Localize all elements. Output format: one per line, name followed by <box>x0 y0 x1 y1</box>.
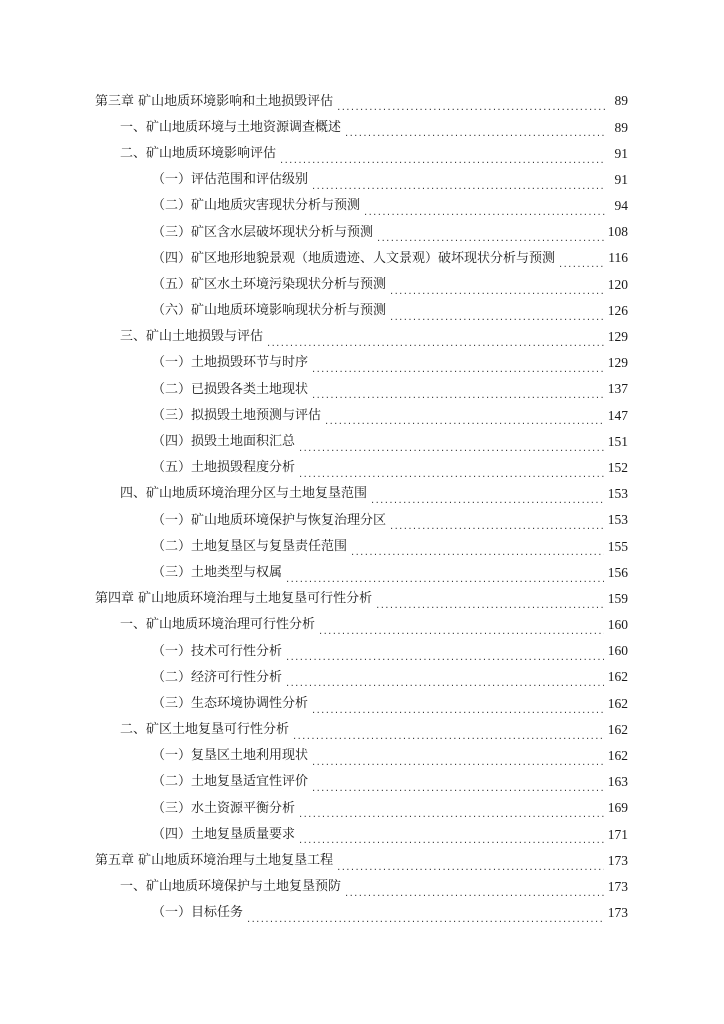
toc-entry-page-number: 120 <box>607 276 628 292</box>
dot-leader <box>286 573 604 586</box>
toc-entry[interactable] <box>0 900 724 926</box>
toc-entry-title: 第四章 矿山地质环境治理与土地复垦可行性分析 <box>95 591 373 607</box>
dot-leader <box>371 494 604 507</box>
dot-leader <box>312 180 606 193</box>
dot-leader <box>267 337 604 350</box>
toc-entry-title: 二、矿区土地复垦可行性分析 <box>120 722 290 738</box>
dot-leader <box>280 154 606 167</box>
toc-entry[interactable] <box>0 271 724 297</box>
dot-leader <box>286 677 604 690</box>
toc-entry-title: （二）土地复垦适宜性评价 <box>152 774 309 790</box>
toc-entry-title: 一、矿山地质环境治理可行性分析 <box>120 617 316 633</box>
dot-leader <box>299 834 604 847</box>
dot-leader <box>377 232 604 245</box>
toc-entry-title: （三）拟损毁土地预测与评估 <box>152 407 322 423</box>
toc-entry-page-number: 153 <box>607 486 628 502</box>
toc-entry[interactable] <box>0 402 724 428</box>
dot-leader <box>337 861 604 874</box>
toc-entry-page-number: 155 <box>607 538 628 554</box>
toc-entry[interactable] <box>0 533 724 559</box>
toc-entry-page-number: 156 <box>607 564 628 580</box>
dot-leader <box>351 546 604 559</box>
toc-entry-page-number: 152 <box>607 459 628 475</box>
toc-entry[interactable] <box>0 428 724 454</box>
toc-entry-title: （二）矿山地质灾害现状分析与预测 <box>152 198 361 214</box>
toc-entry-title: （一）矿山地质环境保护与恢复治理分区 <box>152 512 387 528</box>
toc-entry[interactable] <box>0 219 724 245</box>
toc-entry[interactable] <box>0 507 724 533</box>
toc-entry-title: 第三章 矿山地质环境影响和土地损毁评估 <box>95 93 334 109</box>
toc-entry-page-number: 159 <box>607 590 628 606</box>
toc-entry-title: 三、矿山土地损毁与评估 <box>120 329 264 345</box>
toc-entry-title: （二）土地复垦区与复垦责任范围 <box>152 538 348 554</box>
toc-entry[interactable] <box>0 455 724 481</box>
toc-entry-title: 一、矿山地质环境保护与土地复垦预防 <box>120 879 342 895</box>
dot-leader <box>337 101 606 114</box>
toc-entry[interactable] <box>0 324 724 350</box>
toc-entry[interactable] <box>0 586 724 612</box>
toc-entry-page-number: 162 <box>607 695 628 711</box>
toc-entry-page-number: 162 <box>607 721 628 737</box>
toc-entry-page-number: 173 <box>607 878 628 894</box>
toc-entry-page-number: 126 <box>607 302 628 318</box>
toc-entry[interactable] <box>0 795 724 821</box>
toc-entry-title: （三）生态环境协调性分析 <box>152 695 309 711</box>
toc-entry-page-number: 163 <box>607 774 628 790</box>
toc-entry-title: （三）土地类型与权属 <box>152 564 283 580</box>
dot-leader <box>293 730 604 743</box>
toc-entry-title: （一）土地损毁环节与时序 <box>152 355 309 371</box>
toc-entry[interactable] <box>0 167 724 193</box>
toc-entry-title: （二）已损毁各类土地现状 <box>152 381 309 397</box>
toc-entry-page-number: 160 <box>607 617 628 633</box>
toc-entry-page-number: 169 <box>607 800 628 816</box>
dot-leader <box>376 599 604 612</box>
toc-entry[interactable] <box>0 114 724 140</box>
toc-entry-page-number: 173 <box>607 852 628 868</box>
toc-entry-page-number: 162 <box>607 669 628 685</box>
dot-leader <box>286 651 604 664</box>
toc-entry[interactable] <box>0 612 724 638</box>
dot-leader <box>390 285 604 298</box>
toc-entry-page-number: 147 <box>607 407 628 423</box>
toc-entry-page-number: 151 <box>607 433 628 449</box>
toc-entry-page-number: 171 <box>607 826 628 842</box>
toc-entry-page-number: 91 <box>614 145 628 161</box>
dot-leader <box>312 782 604 795</box>
toc-entry-page-number: 91 <box>614 171 628 187</box>
toc-entry[interactable] <box>0 350 724 376</box>
toc-entry-title: （二）经济可行性分析 <box>152 669 283 685</box>
dot-leader <box>390 311 604 324</box>
toc-entry[interactable] <box>0 298 724 324</box>
toc-entry-title: （五）土地损毁程度分析 <box>152 460 296 476</box>
toc-entry-page-number: 137 <box>607 381 628 397</box>
dot-leader <box>325 415 604 428</box>
toc-entry-title: （三）矿区含水层破坏现状分析与预测 <box>152 224 374 240</box>
toc-entry[interactable] <box>0 743 724 769</box>
toc-entry[interactable] <box>0 559 724 585</box>
table-of-contents <box>0 88 724 926</box>
dot-leader <box>364 206 606 219</box>
dot-leader <box>312 756 604 769</box>
toc-entry[interactable] <box>0 874 724 900</box>
dot-leader <box>312 363 604 376</box>
toc-entry[interactable] <box>0 769 724 795</box>
toc-entry[interactable] <box>0 376 724 402</box>
dot-leader <box>299 808 604 821</box>
dot-leader <box>319 625 604 638</box>
dot-leader <box>390 520 604 533</box>
dot-leader <box>247 913 604 926</box>
toc-entry-title: （一）评估范围和评估级别 <box>152 172 309 188</box>
toc-entry[interactable] <box>0 481 724 507</box>
toc-entry-page-number: 94 <box>614 198 628 214</box>
dot-leader <box>312 704 604 717</box>
toc-entry-title: 第五章 矿山地质环境治理与土地复垦工程 <box>95 853 334 869</box>
toc-entry-page-number: 160 <box>607 643 628 659</box>
dot-leader <box>345 887 604 900</box>
toc-entry-title: 二、矿山地质环境影响评估 <box>120 145 277 161</box>
toc-entry-page-number: 108 <box>607 224 628 240</box>
dot-leader <box>312 389 604 402</box>
toc-entry[interactable] <box>0 847 724 873</box>
toc-entry-page-number: 89 <box>614 93 628 109</box>
toc-entry-title: （一）技术可行性分析 <box>152 643 283 659</box>
toc-entry[interactable] <box>0 690 724 716</box>
toc-entry-title: 四、矿山地质环境治理分区与土地复垦范围 <box>120 486 368 502</box>
toc-entry-page-number: 116 <box>608 250 628 266</box>
toc-entry-page-number: 129 <box>607 355 628 371</box>
toc-entry-title: （四）土地复垦质量要求 <box>152 826 296 842</box>
toc-entry-page-number: 129 <box>607 329 628 345</box>
toc-entry[interactable] <box>0 821 724 847</box>
toc-entry-title: （四）矿区地形地貌景观（地质遗迹、人文景观）破坏现状分析与预测 <box>152 250 556 266</box>
toc-entry-title: （四）损毁土地面积汇总 <box>152 434 296 450</box>
toc-entry-title: 一、矿山地质环境与土地资源调查概述 <box>120 119 342 135</box>
toc-entry-title: （五）矿区水土环境污染现状分析与预测 <box>152 276 387 292</box>
toc-entry-page-number: 153 <box>607 512 628 528</box>
toc-entry[interactable] <box>0 638 724 664</box>
toc-entry-page-number: 173 <box>607 905 628 921</box>
toc-entry-title: （一）复垦区土地利用现状 <box>152 748 309 764</box>
dot-leader <box>559 258 604 271</box>
toc-entry-page-number: 89 <box>614 119 628 135</box>
toc-entry[interactable] <box>0 664 724 690</box>
dot-leader <box>299 468 604 481</box>
toc-entry-title: （六）矿山地质环境影响现状分析与预测 <box>152 303 387 319</box>
toc-entry-title: （一）目标任务 <box>152 905 244 921</box>
toc-entry[interactable] <box>0 245 724 271</box>
toc-entry[interactable] <box>0 88 724 114</box>
toc-entry[interactable] <box>0 193 724 219</box>
dot-leader <box>299 442 604 455</box>
toc-entry[interactable] <box>0 140 724 166</box>
dot-leader <box>345 127 606 140</box>
toc-entry-title: （三）水土资源平衡分析 <box>152 800 296 816</box>
toc-entry[interactable] <box>0 717 724 743</box>
toc-entry-page-number: 162 <box>607 748 628 764</box>
